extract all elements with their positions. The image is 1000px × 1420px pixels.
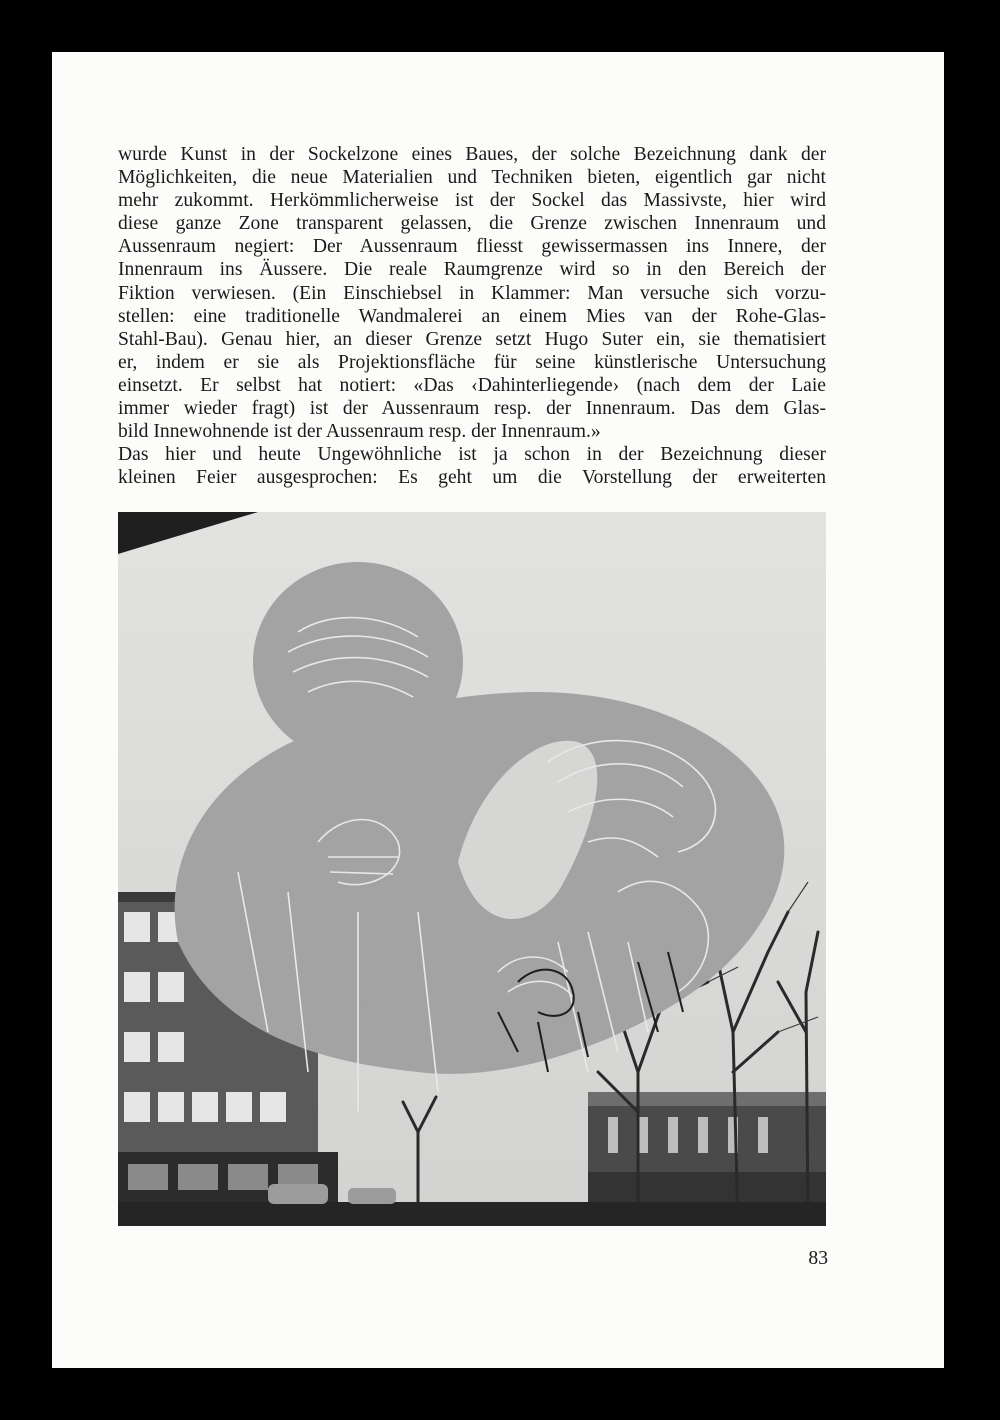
text-line: Möglichkeiten, die neue Materialien und Techniken bieten, eigentlich gar nicht: [118, 167, 826, 189]
page-number: 83: [808, 1248, 828, 1269]
text-line: wurde Kunst in der Sockelzone eines Baues, der solche Bezeichnung dank der: [118, 144, 826, 165]
text-line: Das hier und heute Ungewöhnliche ist ja schon in der Bezeichnung dieser: [118, 444, 826, 466]
text-line: er, indem er sie als Projektionsfläche für seine künstlerische Untersuchung: [118, 351, 826, 373]
text-line: immer wieder fragt) ist der Aussenraum resp. der Innenraum. Das dem Glas-: [118, 398, 826, 420]
text-line: Fiktion verwiesen. (Ein Einschiebsel in Klammer: Man versuche sich vorzu-: [118, 282, 826, 304]
text-line: Aussenraum negiert: Der Aussenraum fliesst gewissermassen ins Innere, der: [118, 236, 826, 258]
body-text: [118, 143, 826, 489]
text-line: Innenraum ins Äussere. Die reale Raumgrenze wird so in den Bereich der: [118, 259, 826, 281]
text-line: Stahl-Bau). Genau hier, an dieser Grenze setzt Hugo Suter ein, sie thematisiert: [118, 328, 826, 350]
text-line: stellen: eine traditionelle Wandmalerei an einem Mies van der Rohe-Glas-: [118, 305, 826, 327]
text-line: kleinen Feier ausgesprochen: Es geht um die Vorstellung der erweiterten: [118, 467, 826, 489]
text-line: einsetzt. Er selbst hat notiert: «Das ‹Dahinterliegende› (nach dem der Laie: [118, 374, 826, 396]
text-line: diese ganze Zone transparent gelassen, die Grenze zwischen Innenraum und: [118, 213, 826, 235]
text-line: bild Innewohnende ist der Aussenraum resp. der Innenraum.»: [118, 421, 601, 443]
artwork-photo: [118, 512, 826, 1226]
book-page: [52, 52, 944, 1368]
text-line: mehr zukommt. Herkömmlicherweise ist der Sockel das Massivste, hier wird: [118, 190, 826, 212]
